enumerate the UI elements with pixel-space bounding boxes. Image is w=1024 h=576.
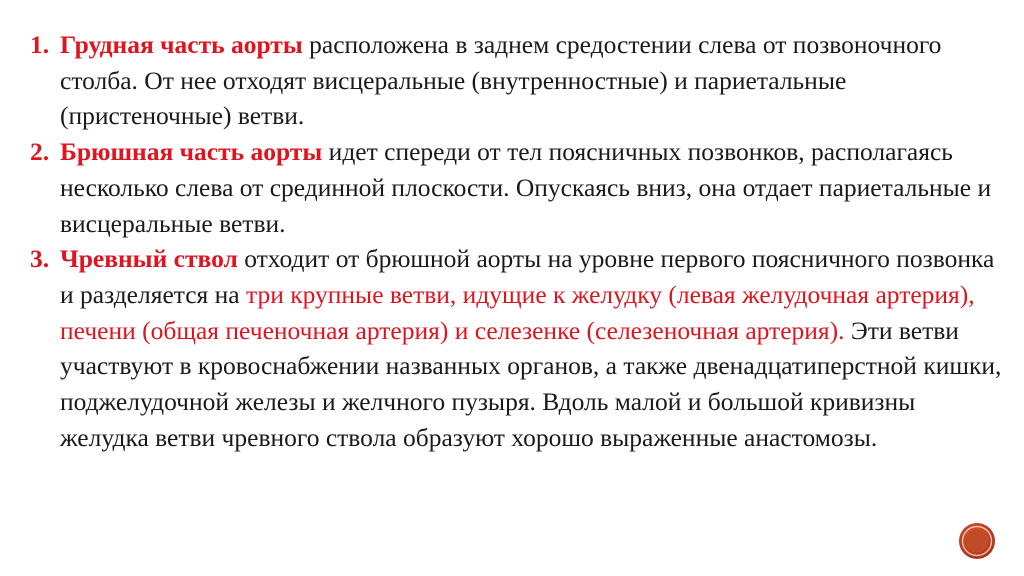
slide-content <box>30 27 1005 455</box>
item-term: Грудная часть аорты <box>60 30 303 59</box>
item-highlight: три крупные ветви, идущие к желудку (левая желудочная артерия), печени (общая печеночная артерия) и селезенке (селезеночная артерия). <box>60 279 975 345</box>
item-term: Брюшная часть аорты <box>60 137 323 167</box>
item-number: 3. <box>30 244 50 274</box>
item-number: 1. <box>30 30 50 59</box>
item-text: идет спереди от тел поясничных позвонков, располагаясь несколько слева от срединной плоскости. Опускаясь вниз, она отдает париетальные и висцеральные ветви. <box>60 137 992 238</box>
item-number: 2. <box>30 137 50 167</box>
item-text: расположена в заднем средостении слева от позвоночного столба. От нее отходят висцеральные (внутренностные) и париетальные (пристеночные) ветви. <box>60 30 942 131</box>
list-item <box>30 241 1005 455</box>
item-text-after: Эти ветви участвуют в кровоснабжении названных органов, а также двенадцатиперстной кишки, поджелудочной железы и желчного пузыря. Вдоль малой и большой кривизны желудка ветви чревного ствола образуют хорошо выраженные анастомозы. <box>60 315 1002 452</box>
circle-ornament-icon <box>958 522 996 560</box>
item-text: отходит от брюшной аорты на уровне первого поясничного позвонка и разделяется на <box>60 244 995 309</box>
list-item <box>30 27 1005 134</box>
list-item <box>30 134 1005 241</box>
item-term: Чревный ствол <box>60 244 238 274</box>
